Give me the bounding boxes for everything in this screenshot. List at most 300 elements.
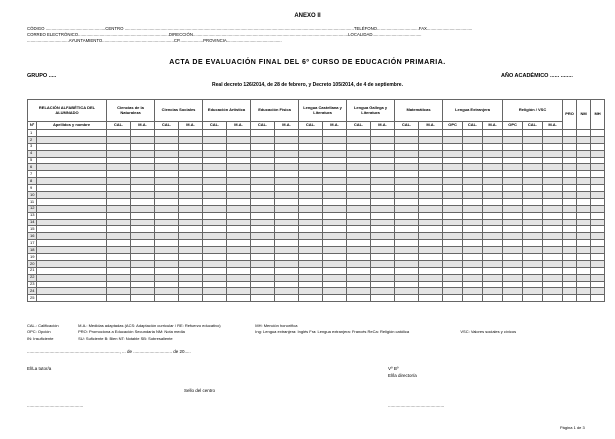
grade-cell[interactable] xyxy=(251,164,275,171)
grade-cell[interactable] xyxy=(577,288,591,295)
grade-cell[interactable] xyxy=(503,192,523,199)
grade-cell[interactable] xyxy=(203,212,227,219)
grade-cell[interactable] xyxy=(131,143,155,150)
grade-cell[interactable] xyxy=(347,198,371,205)
grade-cell[interactable] xyxy=(107,295,131,302)
grade-cell[interactable] xyxy=(275,247,299,254)
grade-cell[interactable] xyxy=(323,254,347,261)
grade-cell[interactable] xyxy=(131,136,155,143)
grade-cell[interactable] xyxy=(563,164,577,171)
grade-cell[interactable] xyxy=(395,136,419,143)
grade-cell[interactable] xyxy=(503,178,523,185)
grade-cell[interactable] xyxy=(419,157,443,164)
grade-cell[interactable] xyxy=(503,295,523,302)
grade-cell[interactable] xyxy=(523,178,543,185)
grade-cell[interactable] xyxy=(463,157,483,164)
grade-cell[interactable] xyxy=(179,254,203,261)
student-name-cell[interactable] xyxy=(37,212,107,219)
grade-cell[interactable] xyxy=(251,178,275,185)
grade-cell[interactable] xyxy=(155,274,179,281)
grade-cell[interactable] xyxy=(591,247,605,254)
grade-cell[interactable] xyxy=(523,247,543,254)
grade-cell[interactable] xyxy=(463,205,483,212)
grade-cell[interactable] xyxy=(107,150,131,157)
grade-cell[interactable] xyxy=(419,226,443,233)
grade-cell[interactable] xyxy=(543,157,563,164)
grade-cell[interactable] xyxy=(227,212,251,219)
grade-cell[interactable] xyxy=(251,171,275,178)
grade-cell[interactable] xyxy=(347,288,371,295)
grade-cell[interactable] xyxy=(155,233,179,240)
grade-cell[interactable] xyxy=(371,267,395,274)
grade-cell[interactable] xyxy=(503,254,523,261)
grade-cell[interactable] xyxy=(347,233,371,240)
grade-cell[interactable] xyxy=(203,274,227,281)
grade-cell[interactable] xyxy=(299,212,323,219)
grade-cell[interactable] xyxy=(419,205,443,212)
grade-cell[interactable] xyxy=(463,260,483,267)
grade-cell[interactable] xyxy=(275,212,299,219)
grade-cell[interactable] xyxy=(371,212,395,219)
grade-cell[interactable] xyxy=(107,240,131,247)
grade-cell[interactable] xyxy=(131,247,155,254)
grade-cell[interactable] xyxy=(503,281,523,288)
grade-cell[interactable] xyxy=(203,178,227,185)
grade-cell[interactable] xyxy=(543,171,563,178)
grade-cell[interactable] xyxy=(155,171,179,178)
grade-cell[interactable] xyxy=(563,130,577,137)
grade-cell[interactable] xyxy=(577,178,591,185)
grade-cell[interactable] xyxy=(443,254,463,261)
grade-cell[interactable] xyxy=(299,192,323,199)
grade-cell[interactable] xyxy=(543,205,563,212)
grade-cell[interactable] xyxy=(299,219,323,226)
grade-cell[interactable] xyxy=(179,212,203,219)
grade-cell[interactable] xyxy=(371,164,395,171)
grade-cell[interactable] xyxy=(463,164,483,171)
grade-cell[interactable] xyxy=(563,226,577,233)
grade-cell[interactable] xyxy=(323,267,347,274)
grade-cell[interactable] xyxy=(371,233,395,240)
student-name-cell[interactable] xyxy=(37,226,107,233)
grade-cell[interactable] xyxy=(299,130,323,137)
grade-cell[interactable] xyxy=(577,267,591,274)
grade-cell[interactable] xyxy=(577,240,591,247)
student-name-cell[interactable] xyxy=(37,185,107,192)
grade-cell[interactable] xyxy=(251,274,275,281)
grade-cell[interactable] xyxy=(577,150,591,157)
grade-cell[interactable] xyxy=(107,254,131,261)
grade-cell[interactable] xyxy=(563,205,577,212)
grade-cell[interactable] xyxy=(203,226,227,233)
grade-cell[interactable] xyxy=(299,150,323,157)
grade-cell[interactable] xyxy=(577,295,591,302)
grade-cell[interactable] xyxy=(523,260,543,267)
grade-cell[interactable] xyxy=(563,192,577,199)
grade-cell[interactable] xyxy=(577,254,591,261)
grade-cell[interactable] xyxy=(251,143,275,150)
grade-cell[interactable] xyxy=(543,219,563,226)
grade-cell[interactable] xyxy=(275,267,299,274)
grade-cell[interactable] xyxy=(563,233,577,240)
grade-cell[interactable] xyxy=(347,274,371,281)
grade-cell[interactable] xyxy=(577,212,591,219)
grade-cell[interactable] xyxy=(395,233,419,240)
grade-cell[interactable] xyxy=(463,247,483,254)
grade-cell[interactable] xyxy=(577,205,591,212)
grade-cell[interactable] xyxy=(203,267,227,274)
grade-cell[interactable] xyxy=(131,260,155,267)
grade-cell[interactable] xyxy=(483,150,503,157)
grade-cell[interactable] xyxy=(155,205,179,212)
grade-cell[interactable] xyxy=(227,233,251,240)
grade-cell[interactable] xyxy=(131,164,155,171)
grade-cell[interactable] xyxy=(577,233,591,240)
grade-cell[interactable] xyxy=(299,136,323,143)
grade-cell[interactable] xyxy=(275,281,299,288)
grade-cell[interactable] xyxy=(563,254,577,261)
grade-cell[interactable] xyxy=(251,288,275,295)
grade-cell[interactable] xyxy=(523,254,543,261)
grade-cell[interactable] xyxy=(395,254,419,261)
grade-cell[interactable] xyxy=(503,136,523,143)
grade-cell[interactable] xyxy=(347,267,371,274)
grade-cell[interactable] xyxy=(179,295,203,302)
grade-cell[interactable] xyxy=(179,178,203,185)
grade-cell[interactable] xyxy=(503,212,523,219)
grade-cell[interactable] xyxy=(251,240,275,247)
grade-cell[interactable] xyxy=(251,267,275,274)
student-name-cell[interactable] xyxy=(37,171,107,178)
grade-cell[interactable] xyxy=(227,274,251,281)
grade-cell[interactable] xyxy=(523,233,543,240)
grade-cell[interactable] xyxy=(155,192,179,199)
grade-cell[interactable] xyxy=(591,192,605,199)
grade-cell[interactable] xyxy=(107,281,131,288)
grade-cell[interactable] xyxy=(323,185,347,192)
grade-cell[interactable] xyxy=(463,171,483,178)
grade-cell[interactable] xyxy=(419,274,443,281)
grade-cell[interactable] xyxy=(395,178,419,185)
grade-cell[interactable] xyxy=(563,150,577,157)
grade-cell[interactable] xyxy=(443,171,463,178)
grade-cell[interactable] xyxy=(131,267,155,274)
grade-cell[interactable] xyxy=(299,164,323,171)
grade-cell[interactable] xyxy=(347,205,371,212)
grade-cell[interactable] xyxy=(483,130,503,137)
grade-cell[interactable] xyxy=(347,247,371,254)
grade-cell[interactable] xyxy=(591,281,605,288)
grade-cell[interactable] xyxy=(395,205,419,212)
grade-cell[interactable] xyxy=(347,185,371,192)
grade-cell[interactable] xyxy=(443,233,463,240)
grade-cell[interactable] xyxy=(395,295,419,302)
grade-cell[interactable] xyxy=(443,226,463,233)
grade-cell[interactable] xyxy=(107,130,131,137)
grade-cell[interactable] xyxy=(155,157,179,164)
grade-cell[interactable] xyxy=(251,136,275,143)
grade-cell[interactable] xyxy=(131,171,155,178)
grade-cell[interactable] xyxy=(419,233,443,240)
grade-cell[interactable] xyxy=(275,171,299,178)
grade-cell[interactable] xyxy=(347,295,371,302)
grade-cell[interactable] xyxy=(523,136,543,143)
grade-cell[interactable] xyxy=(395,281,419,288)
grade-cell[interactable] xyxy=(347,164,371,171)
grade-cell[interactable] xyxy=(563,247,577,254)
student-name-cell[interactable] xyxy=(37,143,107,150)
grade-cell[interactable] xyxy=(251,130,275,137)
grade-cell[interactable] xyxy=(203,205,227,212)
grade-cell[interactable] xyxy=(371,198,395,205)
grade-cell[interactable] xyxy=(203,219,227,226)
grade-cell[interactable] xyxy=(107,171,131,178)
grade-cell[interactable] xyxy=(577,185,591,192)
grade-cell[interactable] xyxy=(395,150,419,157)
grade-cell[interactable] xyxy=(523,198,543,205)
grade-cell[interactable] xyxy=(395,171,419,178)
grade-cell[interactable] xyxy=(107,226,131,233)
student-name-cell[interactable] xyxy=(37,198,107,205)
grade-cell[interactable] xyxy=(203,192,227,199)
student-name-cell[interactable] xyxy=(37,164,107,171)
grade-cell[interactable] xyxy=(483,254,503,261)
grade-cell[interactable] xyxy=(483,171,503,178)
grade-cell[interactable] xyxy=(275,157,299,164)
grade-cell[interactable] xyxy=(251,157,275,164)
grade-cell[interactable] xyxy=(275,164,299,171)
grade-cell[interactable] xyxy=(563,157,577,164)
grade-cell[interactable] xyxy=(577,198,591,205)
grade-cell[interactable] xyxy=(203,288,227,295)
grade-cell[interactable] xyxy=(523,164,543,171)
grade-cell[interactable] xyxy=(107,164,131,171)
grade-cell[interactable] xyxy=(395,219,419,226)
grade-cell[interactable] xyxy=(523,274,543,281)
grade-cell[interactable] xyxy=(131,178,155,185)
grade-cell[interactable] xyxy=(155,136,179,143)
grade-cell[interactable] xyxy=(543,240,563,247)
grade-cell[interactable] xyxy=(371,157,395,164)
grade-cell[interactable] xyxy=(371,295,395,302)
grade-cell[interactable] xyxy=(251,281,275,288)
grade-cell[interactable] xyxy=(251,254,275,261)
grade-cell[interactable] xyxy=(251,226,275,233)
grade-cell[interactable] xyxy=(203,198,227,205)
grade-cell[interactable] xyxy=(563,288,577,295)
grade-cell[interactable] xyxy=(179,281,203,288)
grade-cell[interactable] xyxy=(323,233,347,240)
grade-cell[interactable] xyxy=(419,288,443,295)
grade-cell[interactable] xyxy=(503,219,523,226)
grade-cell[interactable] xyxy=(523,205,543,212)
grade-cell[interactable] xyxy=(483,219,503,226)
grade-cell[interactable] xyxy=(591,260,605,267)
grade-cell[interactable] xyxy=(483,267,503,274)
grade-cell[interactable] xyxy=(299,178,323,185)
grade-cell[interactable] xyxy=(523,192,543,199)
grade-cell[interactable] xyxy=(591,130,605,137)
grade-cell[interactable] xyxy=(591,212,605,219)
grade-cell[interactable] xyxy=(131,157,155,164)
grade-cell[interactable] xyxy=(443,260,463,267)
grade-cell[interactable] xyxy=(299,260,323,267)
grade-cell[interactable] xyxy=(543,136,563,143)
grade-cell[interactable] xyxy=(155,198,179,205)
grade-cell[interactable] xyxy=(227,240,251,247)
grade-cell[interactable] xyxy=(131,240,155,247)
student-name-cell[interactable] xyxy=(37,219,107,226)
grade-cell[interactable] xyxy=(203,260,227,267)
grade-cell[interactable] xyxy=(347,212,371,219)
grade-cell[interactable] xyxy=(155,281,179,288)
grade-cell[interactable] xyxy=(523,267,543,274)
student-name-cell[interactable] xyxy=(37,254,107,261)
grade-cell[interactable] xyxy=(483,136,503,143)
grade-cell[interactable] xyxy=(275,178,299,185)
grade-cell[interactable] xyxy=(463,288,483,295)
grade-cell[interactable] xyxy=(483,185,503,192)
grade-cell[interactable] xyxy=(131,254,155,261)
grade-cell[interactable] xyxy=(419,240,443,247)
student-name-cell[interactable] xyxy=(37,157,107,164)
grade-cell[interactable] xyxy=(179,130,203,137)
grade-cell[interactable] xyxy=(483,281,503,288)
grade-cell[interactable] xyxy=(463,143,483,150)
grade-cell[interactable] xyxy=(107,233,131,240)
grade-cell[interactable] xyxy=(347,254,371,261)
grade-cell[interactable] xyxy=(227,192,251,199)
grade-cell[interactable] xyxy=(323,288,347,295)
grade-cell[interactable] xyxy=(395,267,419,274)
grade-cell[interactable] xyxy=(251,205,275,212)
grade-cell[interactable] xyxy=(563,295,577,302)
grade-cell[interactable] xyxy=(203,150,227,157)
grade-cell[interactable] xyxy=(275,226,299,233)
grade-cell[interactable] xyxy=(395,226,419,233)
grade-cell[interactable] xyxy=(503,226,523,233)
grade-cell[interactable] xyxy=(563,198,577,205)
grade-cell[interactable] xyxy=(323,150,347,157)
grade-cell[interactable] xyxy=(347,150,371,157)
grade-cell[interactable] xyxy=(371,205,395,212)
grade-cell[interactable] xyxy=(395,164,419,171)
grade-cell[interactable] xyxy=(179,143,203,150)
student-name-cell[interactable] xyxy=(37,288,107,295)
grade-cell[interactable] xyxy=(131,205,155,212)
grade-cell[interactable] xyxy=(371,240,395,247)
grade-cell[interactable] xyxy=(591,178,605,185)
grade-cell[interactable] xyxy=(299,226,323,233)
grade-cell[interactable] xyxy=(299,185,323,192)
grade-cell[interactable] xyxy=(227,260,251,267)
grade-cell[interactable] xyxy=(543,164,563,171)
grade-cell[interactable] xyxy=(483,288,503,295)
grade-cell[interactable] xyxy=(299,233,323,240)
grade-cell[interactable] xyxy=(591,164,605,171)
grade-cell[interactable] xyxy=(395,260,419,267)
grade-cell[interactable] xyxy=(155,267,179,274)
grade-cell[interactable] xyxy=(371,288,395,295)
grade-cell[interactable] xyxy=(443,157,463,164)
grade-cell[interactable] xyxy=(155,150,179,157)
grade-cell[interactable] xyxy=(347,130,371,137)
grade-cell[interactable] xyxy=(323,260,347,267)
grade-cell[interactable] xyxy=(563,281,577,288)
grade-cell[interactable] xyxy=(463,267,483,274)
grade-cell[interactable] xyxy=(543,150,563,157)
grade-cell[interactable] xyxy=(563,178,577,185)
grade-cell[interactable] xyxy=(463,233,483,240)
grade-cell[interactable] xyxy=(577,219,591,226)
grade-cell[interactable] xyxy=(591,254,605,261)
grade-cell[interactable] xyxy=(443,136,463,143)
grade-cell[interactable] xyxy=(323,205,347,212)
grade-cell[interactable] xyxy=(371,178,395,185)
grade-cell[interactable] xyxy=(591,240,605,247)
grade-cell[interactable] xyxy=(107,219,131,226)
grade-cell[interactable] xyxy=(463,254,483,261)
grade-cell[interactable] xyxy=(323,219,347,226)
grade-cell[interactable] xyxy=(107,185,131,192)
grade-cell[interactable] xyxy=(227,247,251,254)
grade-cell[interactable] xyxy=(347,240,371,247)
grade-cell[interactable] xyxy=(523,295,543,302)
student-name-cell[interactable] xyxy=(37,267,107,274)
grade-cell[interactable] xyxy=(503,205,523,212)
grade-cell[interactable] xyxy=(543,274,563,281)
grade-cell[interactable] xyxy=(371,226,395,233)
student-name-cell[interactable] xyxy=(37,150,107,157)
grade-cell[interactable] xyxy=(275,274,299,281)
grade-cell[interactable] xyxy=(483,205,503,212)
grade-cell[interactable] xyxy=(203,254,227,261)
grade-cell[interactable] xyxy=(251,212,275,219)
grade-cell[interactable] xyxy=(299,254,323,261)
grade-cell[interactable] xyxy=(503,130,523,137)
grade-cell[interactable] xyxy=(323,171,347,178)
grade-cell[interactable] xyxy=(503,240,523,247)
grade-cell[interactable] xyxy=(227,157,251,164)
grade-cell[interactable] xyxy=(107,267,131,274)
grade-cell[interactable] xyxy=(299,247,323,254)
grade-cell[interactable] xyxy=(155,254,179,261)
grade-cell[interactable] xyxy=(179,226,203,233)
grade-cell[interactable] xyxy=(107,212,131,219)
grade-cell[interactable] xyxy=(463,192,483,199)
grade-cell[interactable] xyxy=(275,192,299,199)
grade-cell[interactable] xyxy=(395,198,419,205)
grade-cell[interactable] xyxy=(503,267,523,274)
grade-cell[interactable] xyxy=(463,274,483,281)
grade-cell[interactable] xyxy=(131,288,155,295)
grade-cell[interactable] xyxy=(155,130,179,137)
grade-cell[interactable] xyxy=(395,240,419,247)
grade-cell[interactable] xyxy=(419,178,443,185)
grade-cell[interactable] xyxy=(591,150,605,157)
grade-cell[interactable] xyxy=(503,150,523,157)
grade-cell[interactable] xyxy=(463,295,483,302)
grade-cell[interactable] xyxy=(591,274,605,281)
grade-cell[interactable] xyxy=(503,288,523,295)
grade-cell[interactable] xyxy=(179,219,203,226)
grade-cell[interactable] xyxy=(463,130,483,137)
grade-cell[interactable] xyxy=(443,150,463,157)
grade-cell[interactable] xyxy=(323,295,347,302)
grade-cell[interactable] xyxy=(395,288,419,295)
grade-cell[interactable] xyxy=(483,178,503,185)
grade-cell[interactable] xyxy=(443,198,463,205)
